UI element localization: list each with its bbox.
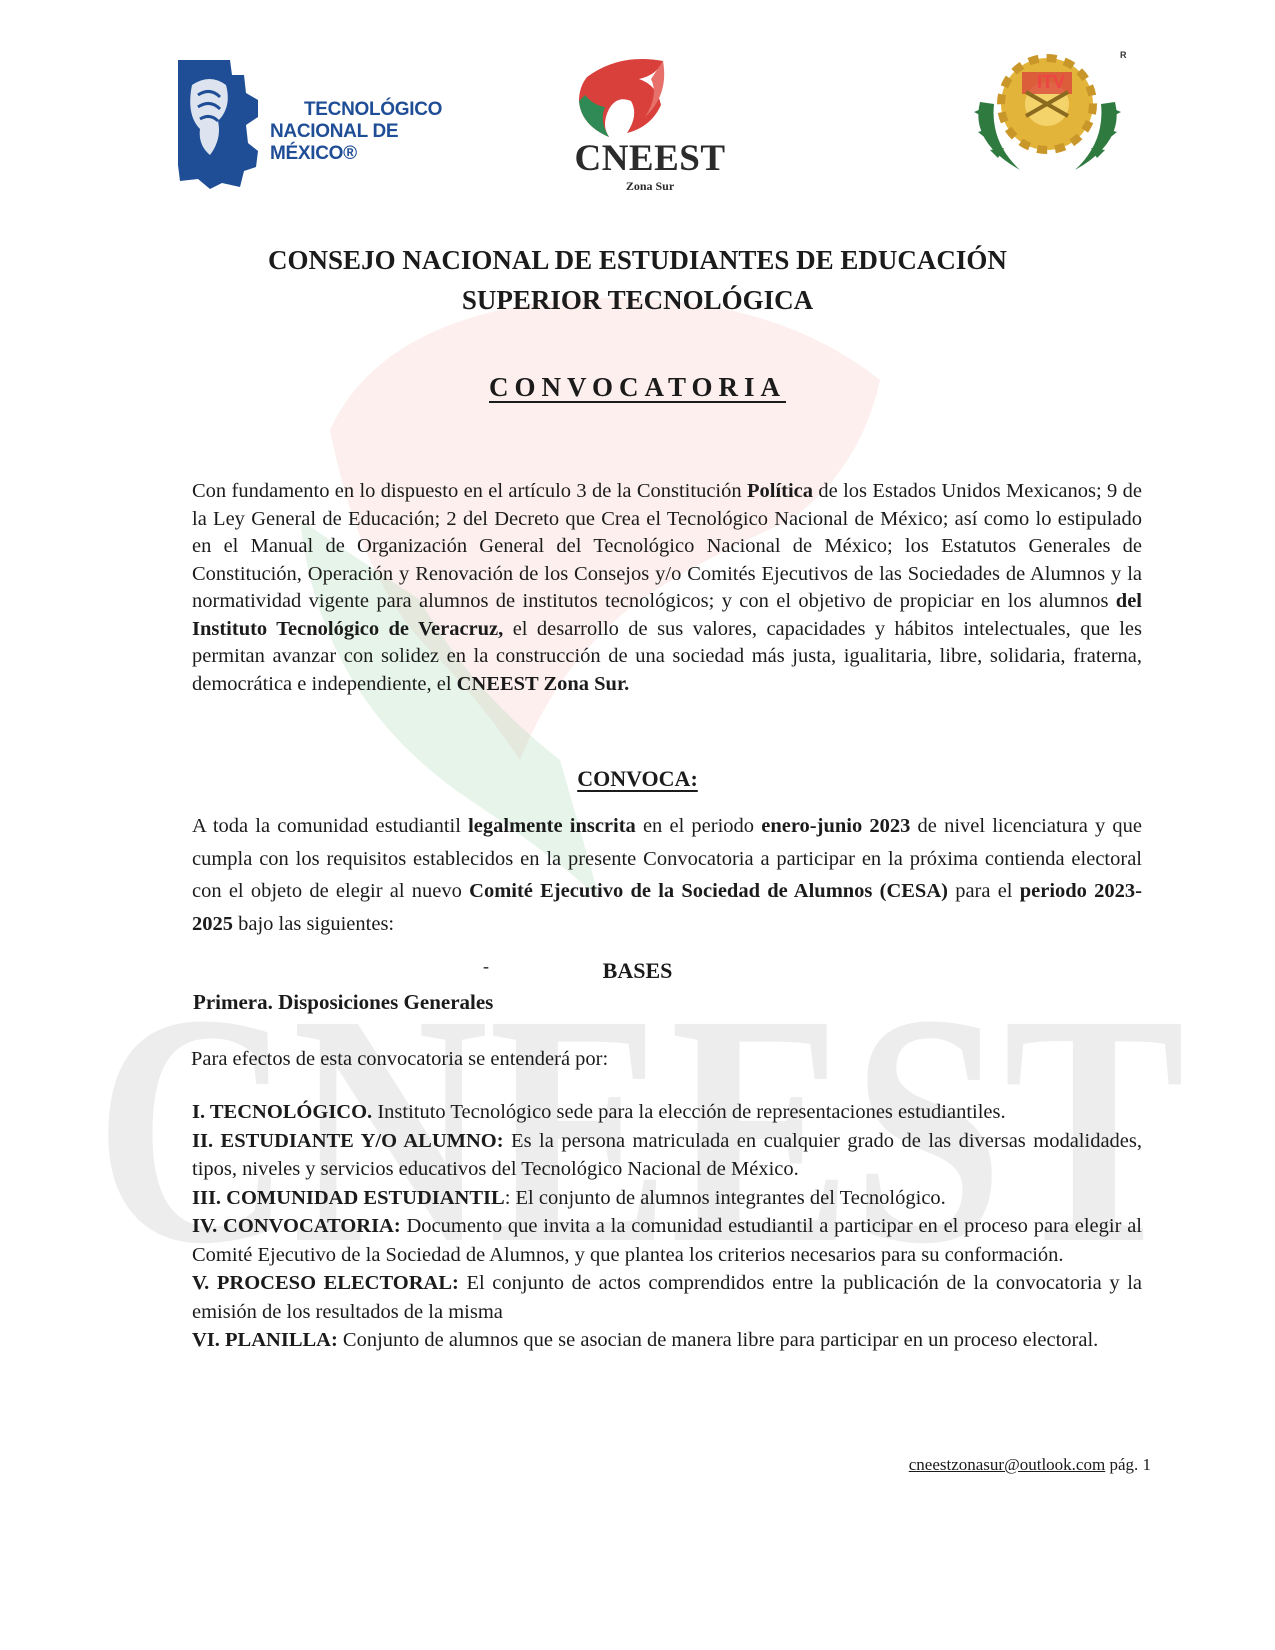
definition-item [192,1098,1142,1127]
call-text-3: de nivel licenciatura y que cumpla con los requisitos establecidos en la presente Convocatoria a participar en la próxima contienda electoral con el objeto de elegir al nuevo [192,815,1143,902]
section-title: Primera. Disposiciones Generales [193,990,494,1014]
call-text-1: A toda la comunidad estudiantil [192,815,469,837]
cneest-subtitle: Zona Sur [625,179,675,193]
council-heading [0,240,1275,320]
itv-gear-laurel-icon [960,42,1135,177]
tecnm-gear-icon [170,55,260,190]
intro-text-3: el desarrollo de sus valores, capacidades y hábitos intelectuales, que les permitan avanzar con solidez en la construcción de una sociedad más justa, igualitaria, libre, solidaria, fraterna, democrática e independiente, el [192,617,1142,695]
itv-letters: ITV [1036,72,1065,92]
heading-line2: SUPERIOR TECNOLÓGICA [461,285,814,315]
call-text-2: en el periodo [635,815,762,837]
definition-item [192,1184,1142,1213]
heading-line1: CONSEJO NACIONAL DE ESTUDIANTES DE EDUCACIÓN [268,245,1007,275]
call-bold-3: Comité Ejecutivo de la Sociedad de Alumnos (CESA) [469,880,948,902]
tecnm-line2: NACIONAL DE MÉXICO® [270,121,399,164]
tecnm-line1: TECNOLÓGICO [304,99,443,120]
registered-mark: R [1120,50,1127,60]
definition-text: Conjunto de alumnos que se asocian de manera libre para participar en un proceso electoral. [337,1329,1099,1351]
bases-heading: BASES [602,958,673,983]
definition-term: I. TECNOLÓGICO. [192,1101,373,1123]
definition-term: IV. CONVOCATORIA: [192,1215,401,1237]
definition-item [192,1269,1142,1326]
intro-bold-1: Política [746,480,814,502]
intro-paragraph [192,478,1142,698]
convocatoria-text: CONVOCATORIA [489,372,786,402]
call-text-5: bajo las siguientes: [233,912,395,935]
definition-item [192,1212,1142,1269]
definition-term: II. ESTUDIANTE Y/O ALUMNO: [192,1129,504,1152]
intro-bold-3: CNEEST Zona Sur. [456,672,630,695]
definition-term: VI. PLANILLA: [192,1329,338,1351]
definition-term: III. COMUNIDAD ESTUDIANTIL [192,1186,505,1209]
call-bold-4: periodo 2023-2025 [192,880,1142,935]
call-text-4: para el [947,880,1020,902]
cneest-logo [565,55,735,195]
call-bold-1: legalmente inscrita [468,815,636,837]
page-number: pág. 1 [1109,1455,1151,1474]
intro-bold-2: del Instituto Tecnológico de Veracruz, [192,590,1142,640]
definition-term: V. PROCESO ELECTORAL: [192,1272,459,1294]
call-paragraph [192,810,1142,940]
call-bold-2: enero-junio 2023 [761,815,911,837]
definition-text: Es la persona matriculada en cualquier grado de las diversas modalidades, tipos, niveles y servicios educativos del Tecnológico Nacional de México. [192,1129,1142,1180]
cneest-title: CNEEST [574,138,726,179]
definition-text: Instituto Tecnológico sede para la elección de representaciones estudiantiles. [372,1101,1006,1123]
bases-dash: - [483,956,489,976]
page-footer [909,1455,1151,1475]
cneest-eagle-icon [565,55,735,140]
itv-logo [960,42,1135,177]
convocatoria-title [0,372,1275,403]
convoca-heading: CONVOCA: [577,766,698,791]
watermark-text: CNEEST [95,947,1185,1312]
tecnm-logo [170,55,470,190]
definition-item [192,1326,1142,1355]
definition-text: : El conjunto de alumnos integrantes del Tecnológico. [504,1186,946,1209]
footer-email-link[interactable]: cneestzonasur@outlook.com [908,1455,1106,1474]
intro-text-1: Con fundamento en lo dispuesto en el artículo 3 de la Constitución [192,480,747,502]
definition-text: Documento que invita a la comunidad estudiantil a participar en el proceso para elegir al Comité Ejecutivo de la Sociedad de Alumnos, y que plantea los criterios necesarios para su conformación. [192,1215,1142,1266]
definition-text: El conjunto de actos comprendidos entre la publicación de la convocatoria y la emisión de los resultados de la misma [192,1272,1142,1323]
definitions-intro: Para efectos de esta convocatoria se entenderá por: [191,1048,609,1070]
definition-item [192,1127,1142,1184]
intro-text-2: de los Estados Unidos Mexicanos; 9 de la Ley General de Educación; 2 del Decreto que Crea el Tecnológico Nacional de México; así como lo estipulado en el Manual de Organización General del Tecnológico Nacional de México; los Estatutos Generales de Constitución, Operación y Renovación de los Consejos y/o Comités Ejecutivos de las Sociedades de Alumnos y la normatividad vigente para alumnos de institutos tecnológicos; y con el objetivo de propiciar en los alumnos [192,480,1143,612]
definitions-list [192,1098,1142,1355]
